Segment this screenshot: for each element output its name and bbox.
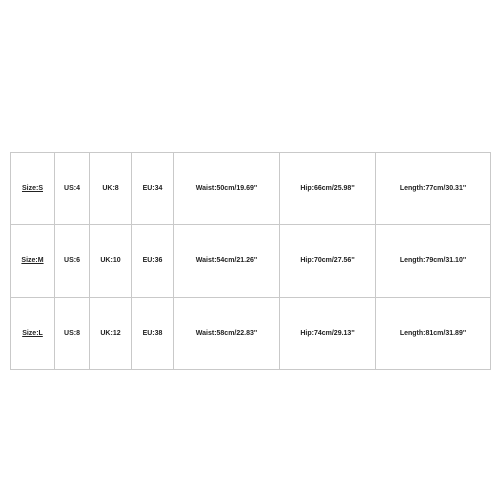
waist-cell: Waist:50cm/19.69'' <box>174 153 280 225</box>
us-size-cell: US:8 <box>55 297 90 369</box>
us-size-cell: US:6 <box>55 225 90 297</box>
table-row <box>11 225 491 297</box>
length-cell: Length:77cm/30.31'' <box>376 153 491 225</box>
length-cell: Length:81cm/31.89'' <box>376 297 491 369</box>
table-row <box>11 297 491 369</box>
hip-cell: Hip:70cm/27.56'' <box>280 225 376 297</box>
length-cell: Length:79cm/31.10'' <box>376 225 491 297</box>
us-size-cell: US:4 <box>55 153 90 225</box>
uk-size-cell: UK:10 <box>90 225 132 297</box>
uk-size-cell: UK:12 <box>90 297 132 369</box>
size-cell <box>11 297 55 369</box>
hip-cell: Hip:66cm/25.98'' <box>280 153 376 225</box>
size-chart-table <box>10 152 491 370</box>
eu-size-cell: EU:36 <box>132 225 174 297</box>
eu-size-cell: EU:38 <box>132 297 174 369</box>
waist-cell: Waist:58cm/22.83'' <box>174 297 280 369</box>
hip-cell: Hip:74cm/29.13'' <box>280 297 376 369</box>
table-row <box>11 153 491 225</box>
waist-cell: Waist:54cm/21.26'' <box>174 225 280 297</box>
size-label: Size:S <box>21 185 43 193</box>
size-label: Size:L <box>22 329 43 337</box>
eu-size-cell: EU:34 <box>132 153 174 225</box>
size-label: Size:M <box>21 257 44 265</box>
size-cell <box>11 225 55 297</box>
uk-size-cell: UK:8 <box>90 153 132 225</box>
size-cell <box>11 153 55 225</box>
